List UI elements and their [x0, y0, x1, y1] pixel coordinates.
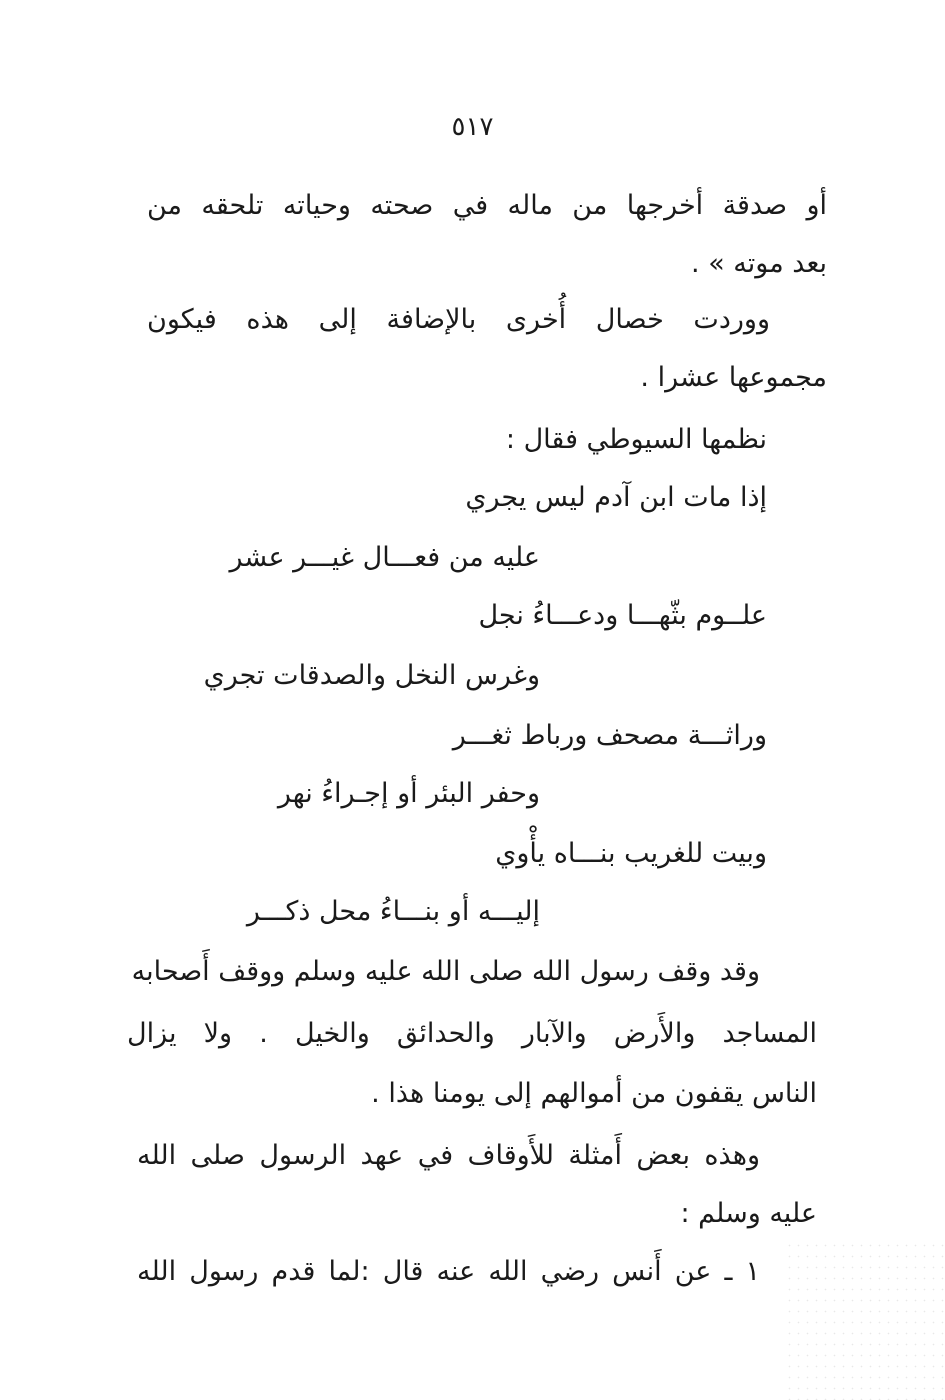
text-line: ووردت خصال أُخرى بالإضافة إلى هذه فيكون	[147, 304, 770, 335]
verse-line: عليه من فعـــال غيـــر عشر	[229, 542, 540, 573]
page-number: ٥١٧	[451, 112, 494, 142]
text-line: وهذه بعض أَمثلة للأَوقاف في عهد الرسول صلى الله	[137, 1140, 760, 1171]
paper-speckle	[785, 1240, 945, 1400]
text-line: وقد وقف رسول الله صلى الله عليه وسلم ووقف أَصحابه	[131, 956, 760, 987]
text-line: عليه وسلم :	[680, 1198, 817, 1229]
text-line: بعد موته » .	[691, 248, 827, 279]
text-line: مجموعها عشرا .	[640, 362, 827, 393]
verse-line: وحفر البئر أو إجـراءُ نهر	[277, 778, 540, 809]
verse-line: وراثـــة مصحف ورباط ثغـــر	[452, 720, 767, 751]
verse-line: إذا مات ابن آدم ليس يجري	[465, 482, 767, 513]
verse-line: وغرس النخل والصدقات تجري	[203, 660, 540, 691]
text-line: الناس يقفون من أموالهم إلى يومنا هذا .	[371, 1078, 817, 1109]
verse-line: علــوم بثّهـــا ودعـــاءُ نجل	[478, 600, 767, 631]
text-line: أو صدقة أخرجها من ماله في صحته وحياته تلحقه من	[147, 190, 827, 221]
text-line: نظمها السيوطي فقال :	[505, 424, 767, 455]
verse-line: إليـــه أو بنـــاءُ محل ذكـــر	[246, 896, 540, 927]
text-line: ١ ـ عن أَنس رضي الله عنه قال :لما قدم رسول الله	[137, 1256, 760, 1287]
text-line: المساجد والأَرض والآبار والحدائق والخيل . ولا يزال	[127, 1018, 817, 1049]
verse-line: وبيت للغريب بنـــاه يأْوي	[495, 838, 767, 869]
